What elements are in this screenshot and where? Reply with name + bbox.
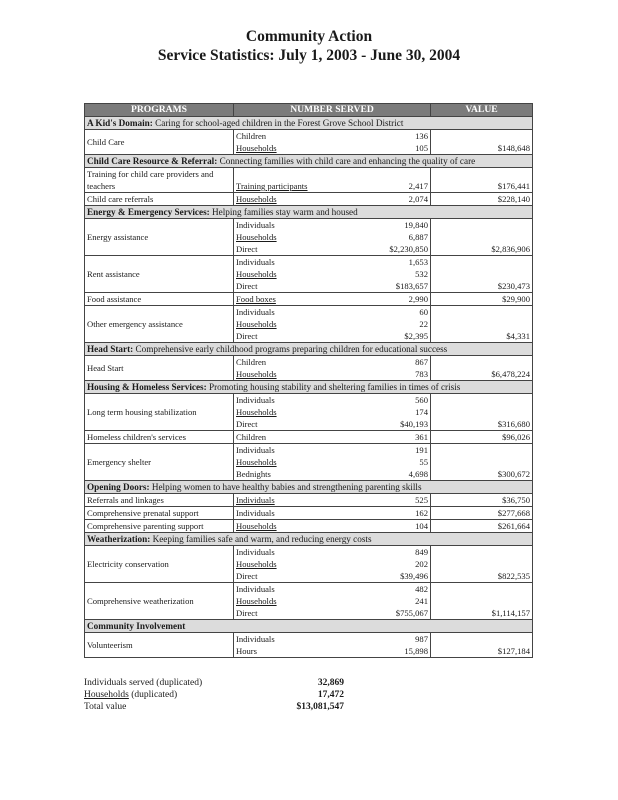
served-unit: Households: [234, 595, 330, 607]
program-value: $300,672: [431, 444, 533, 481]
program-value: $148,648: [431, 130, 533, 155]
served-count: 560: [330, 394, 431, 407]
program-value: $1,114,157: [431, 583, 533, 620]
summary-total: [84, 701, 344, 713]
summary-label: Individuals served: [84, 678, 154, 688]
summary-label: Total value: [84, 702, 127, 712]
served-unit: Direct: [234, 418, 330, 431]
section-row: [85, 206, 533, 219]
served-unit: Households: [234, 406, 330, 418]
program-label: Training for child care providers and teachers: [85, 168, 234, 193]
served-count: 867: [330, 356, 431, 369]
served-count: 4,698: [330, 468, 431, 481]
served-unit: Individuals: [234, 507, 330, 520]
program-value: $29,900: [431, 293, 533, 306]
program-label: Long term housing stabilization: [85, 394, 234, 431]
served-count: $39,496: [330, 570, 431, 583]
served-count: 6,887: [330, 231, 431, 243]
served-unit: Direct: [234, 570, 330, 583]
summary-note: (duplicated): [128, 690, 178, 700]
served-unit: Individuals: [234, 546, 330, 559]
table-row: [85, 633, 533, 646]
served-count: 2,417: [330, 168, 431, 193]
served-count: 482: [330, 583, 431, 596]
program-value: $277,668: [431, 507, 533, 520]
served-unit: Individuals: [234, 219, 330, 232]
program-value: $261,664: [431, 520, 533, 533]
served-count: 22: [330, 318, 431, 330]
served-count: $40,193: [330, 418, 431, 431]
served-count: $755,067: [330, 607, 431, 620]
table-row: [85, 256, 533, 269]
table-row: [85, 520, 533, 533]
table-row: [85, 431, 533, 444]
program-value: $316,680: [431, 394, 533, 431]
program-label: Emergency shelter: [85, 444, 234, 481]
served-unit: Individuals: [234, 444, 330, 457]
program-label: Comprehensive prenatal support: [85, 507, 234, 520]
program-label: Head Start: [85, 356, 234, 381]
header-value: VALUE: [431, 104, 533, 117]
served-count: 849: [330, 546, 431, 559]
served-unit: Households: [234, 268, 330, 280]
program-label: Comprehensive parenting support: [85, 520, 234, 533]
report-subtitle: Service Statistics: July 1, 2003 - June 30, 2004: [157, 47, 461, 64]
program-label: Electricity conservation: [85, 546, 234, 583]
served-unit: Individuals: [234, 306, 330, 319]
served-unit: Direct: [234, 243, 330, 256]
program-value: $127,184: [431, 633, 533, 658]
served-count: $183,657: [330, 280, 431, 293]
section-row: [85, 343, 533, 356]
table-row: [85, 168, 533, 193]
table-row: [85, 219, 533, 232]
section-desc: Caring for school-aged children in the Forest Grove School District: [152, 118, 404, 128]
section-name: Child Care Resource & Referral:: [87, 156, 218, 166]
section-desc: Promoting housing stability and sheltering families in times of crisis: [206, 382, 461, 392]
report-title: Community Action: [245, 28, 373, 45]
table-row: [85, 193, 533, 206]
program-label: Referrals and linkages: [85, 494, 234, 507]
served-count: $2,395: [330, 330, 431, 343]
served-count: 202: [330, 558, 431, 570]
served-unit: Households: [234, 231, 330, 243]
served-unit: Children: [234, 130, 330, 143]
program-label: Comprehensive weatherization: [85, 583, 234, 620]
served-unit: Direct: [234, 330, 330, 343]
served-unit: Households: [234, 142, 330, 155]
served-count: 525: [330, 494, 431, 507]
summary-block: [84, 677, 344, 713]
section-row: [85, 117, 533, 130]
header-number-served: NUMBER SERVED: [234, 104, 431, 117]
program-value: $822,535: [431, 546, 533, 583]
table-row: [85, 444, 533, 457]
served-unit: Individuals: [234, 394, 330, 407]
served-unit: Direct: [234, 280, 330, 293]
section-row: [85, 481, 533, 494]
served-unit: Bednights: [234, 468, 330, 481]
table-row: [85, 507, 533, 520]
served-unit: Training participants: [234, 168, 330, 193]
served-count: 241: [330, 595, 431, 607]
table-header-row: [85, 104, 533, 117]
summary-value: $13,081,547: [296, 702, 344, 712]
summary-note: (duplicated): [153, 678, 203, 688]
served-count: 191: [330, 444, 431, 457]
summary-value: 32,869: [317, 678, 344, 688]
served-unit: Households: [234, 318, 330, 330]
served-unit: Households: [234, 456, 330, 468]
section-row: [85, 155, 533, 168]
program-value: $6,478,224: [431, 356, 533, 381]
served-count: 60: [330, 306, 431, 319]
served-unit: Individuals: [234, 633, 330, 646]
served-count: 162: [330, 507, 431, 520]
section-desc: Helping families stay warm and housed: [209, 207, 358, 217]
served-count: 55: [330, 456, 431, 468]
served-count: 1,653: [330, 256, 431, 269]
served-unit: Households: [234, 193, 330, 206]
table-row: [85, 394, 533, 407]
table-row: [85, 494, 533, 507]
served-unit: Food boxes: [234, 293, 330, 306]
section-name: A Kid's Domain:: [87, 118, 153, 128]
program-label: Rent assistance: [85, 256, 234, 293]
served-unit: Households: [234, 558, 330, 570]
served-count: 987: [330, 633, 431, 646]
program-value: $176,441: [431, 168, 533, 193]
program-label: Homeless children's services: [85, 431, 234, 444]
section-name: Housing & Homeless Services:: [87, 382, 207, 392]
section-row: [85, 381, 533, 394]
section-desc: Comprehensive early childhood programs preparing children for educational success: [133, 344, 448, 354]
table-row: [85, 306, 533, 319]
served-count: 361: [330, 431, 431, 444]
served-count: 136: [330, 130, 431, 143]
served-count: 783: [330, 368, 431, 381]
served-unit: Children: [234, 356, 330, 369]
served-unit: Children: [234, 431, 330, 444]
program-value: $96,026: [431, 431, 533, 444]
program-value: $36,750: [431, 494, 533, 507]
section-name: Community Involvement: [87, 621, 186, 631]
served-count: 19,840: [330, 219, 431, 232]
served-count: 532: [330, 268, 431, 280]
served-unit: Households: [234, 520, 330, 533]
served-unit: Hours: [234, 645, 330, 658]
program-value: $228,140: [431, 193, 533, 206]
section-name: Opening Doors:: [87, 482, 150, 492]
table-row: [85, 130, 533, 143]
program-label: Food assistance: [85, 293, 234, 306]
summary-individuals: [84, 677, 344, 689]
served-unit: Individuals: [234, 494, 330, 507]
program-value: $230,473: [431, 256, 533, 293]
served-unit: Direct: [234, 607, 330, 620]
table-row: [85, 356, 533, 369]
section-row: [85, 533, 533, 546]
section-name: Head Start:: [87, 344, 134, 354]
section-desc: Helping women to have healthy babies and strengthening parenting skills: [149, 482, 422, 492]
table-row: [85, 583, 533, 596]
program-label: Child Care: [85, 130, 234, 155]
summary-value: 17,472: [317, 690, 344, 700]
section-name: Weatherization:: [87, 534, 151, 544]
served-count: $2,230,850: [330, 243, 431, 256]
summary-households: [84, 689, 344, 701]
served-unit: Individuals: [234, 256, 330, 269]
header-programs: PROGRAMS: [85, 104, 234, 117]
service-statistics-table: [84, 103, 533, 658]
section-row: [85, 620, 533, 633]
program-label: Child care referrals: [85, 193, 234, 206]
program-label: Volunteerism: [85, 633, 234, 658]
served-unit: Individuals: [234, 583, 330, 596]
program-value: $2,836,906: [431, 219, 533, 256]
served-count: 2,990: [330, 293, 431, 306]
section-desc: Keeping families safe and warm, and reducing energy costs: [150, 534, 372, 544]
table-row: [85, 293, 533, 306]
section-desc: Connecting families with child care and enhancing the quality of care: [217, 156, 476, 166]
summary-label: Households: [84, 690, 129, 700]
table-row: [85, 546, 533, 559]
served-unit: Households: [234, 368, 330, 381]
served-count: 105: [330, 142, 431, 155]
program-label: Other emergency assistance: [85, 306, 234, 343]
served-count: 2,074: [330, 193, 431, 206]
served-count: 174: [330, 406, 431, 418]
served-count: 15,898: [330, 645, 431, 658]
served-count: 104: [330, 520, 431, 533]
program-value: $4,331: [431, 306, 533, 343]
program-label: Energy assistance: [85, 219, 234, 256]
section-name: Energy & Emergency Services:: [87, 207, 210, 217]
